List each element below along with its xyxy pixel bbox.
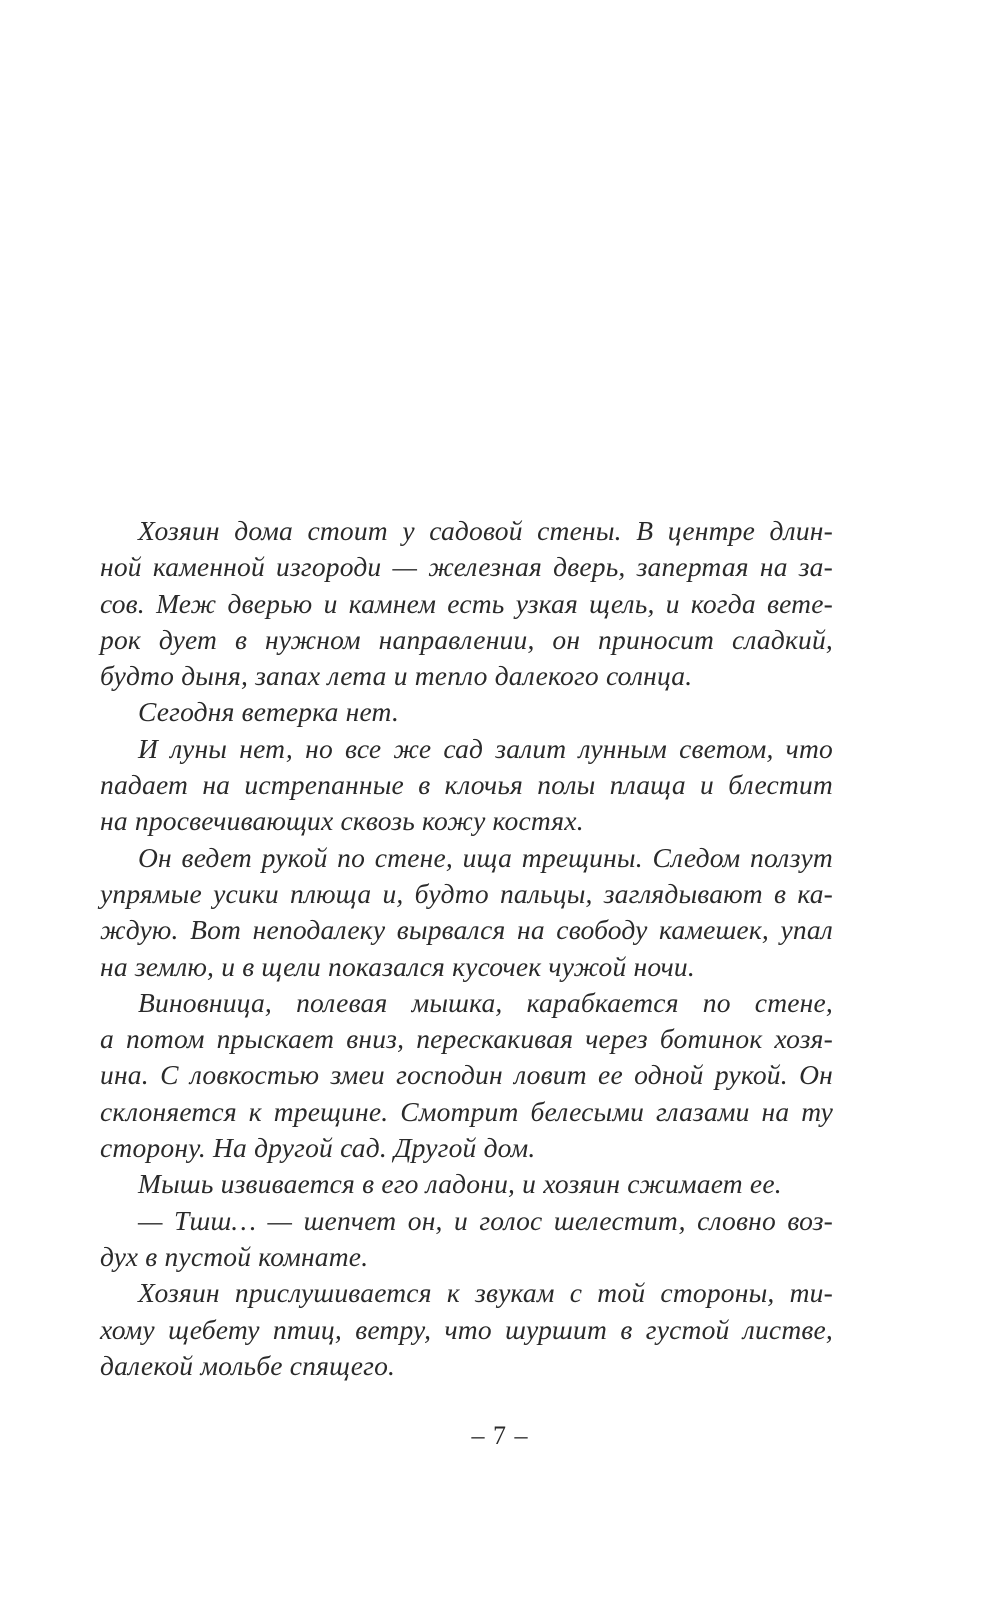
text-line: рок дует в нужном направлении, он приносит сладкий, [100,623,833,655]
text-line: И луны нет, но все же сад залит лунным светом, что [138,732,833,764]
text-line: ина. С ловкостью змеи господин ловит ее одной рукой. Он [100,1059,833,1091]
text-line: Мышь извивается в его ладони, и хозяин сжимает ее. [138,1168,782,1200]
text-line: Сегодня ветерка нет. [138,696,400,728]
page-number: – 7 – [471,1421,529,1450]
text-line: на просвечивающих сквозь кожу костях. [100,805,584,837]
body-text [100,513,833,1384]
text-line: Хозяин дома стоит у садовой стены. В центре длин- [138,515,833,546]
text-line: сторону. На другой сад. Другой дом. [100,1132,536,1164]
text-line: на землю, и в щели показался кусочек чужой ночи. [100,950,695,982]
text-line: дух в пустой комнате. [100,1240,369,1272]
text-line: сов. Меж дверью и камнем есть узкая щель, и когда вете- [100,587,833,619]
text-line: упрямые усики плюща и, будто пальцы, заглядывают в ка- [100,877,833,909]
text-line: будто дыня, запах лета и тепло далекого солнца. [100,660,693,692]
text-line: ждую. Вот неподалеку вырвался на свободу камешек, упал [100,914,833,946]
text-line: падает на истрепанные в клочья полы плаща и блестит [100,769,833,801]
text-line: ной каменной изгороди — железная дверь, запертая на за- [100,551,833,583]
text-line: хому щебету птиц, ветру, что шуршит в густой листве, [100,1313,833,1345]
text-line: Виновница, полевая мышка, карабкается по стене, [138,986,833,1018]
text-line: а потом прыскает вниз, перескакивая через ботинок хозя- [100,1023,833,1055]
text-line: Хозяин прислушивается к звукам с той стороны, ти- [138,1277,833,1309]
text-line: далекой мольбе спящего. [100,1349,396,1381]
text-line: склоняется к трещине. Смотрит белесыми глазами на ту [100,1095,833,1127]
text-line: Он ведет рукой по стене, ища трещины. Следом ползут [138,841,833,873]
text-line: — Тшш… — шепчет он, и голос шелестит, словно воз- [138,1204,833,1236]
